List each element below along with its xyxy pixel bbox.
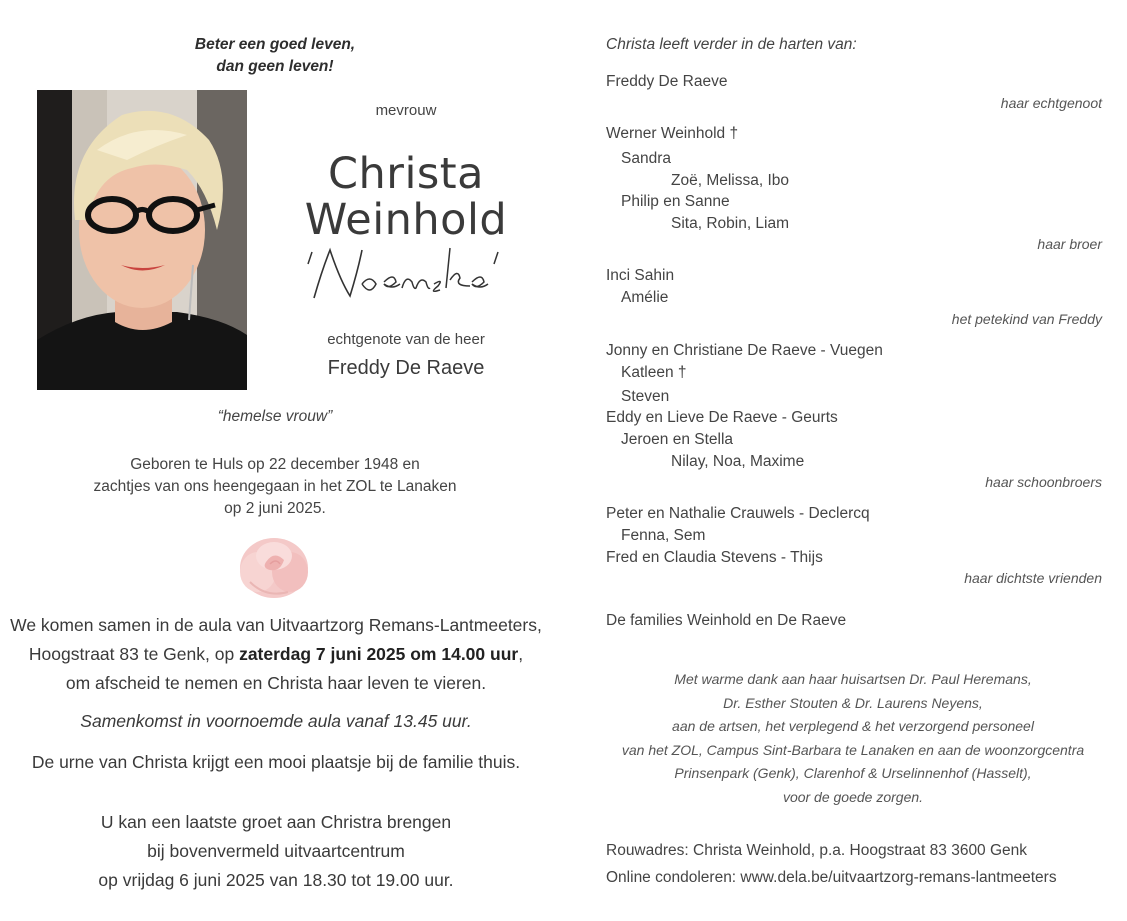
thanks-line: Dr. Esther Stouten & Dr. Laurens Neyens, [723,694,983,711]
spouse-name: Freddy De Raeve [327,357,485,379]
mourner-name: Sandra [621,150,671,167]
birth-line: op 2 juni 2025. [224,500,326,517]
birth-line: Geboren te Huls op 22 december 1948 en [130,456,420,473]
ceremony-punct: , [518,644,524,664]
thanks-line: van het ZOL, Campus Sint-Barbara te Lanaken en aan de woonzorgcentra [621,741,1085,758]
mourner-name: Zoë, Melissa, Ibo [671,172,790,189]
nickname-script [300,240,512,304]
motto-line: dan geen leven! [216,58,334,75]
mourning-address: Rouwadres: Christa Weinhold, p.a. Hoogstraat 83 3600 Genk [606,842,1028,859]
motto-line: Beter een goed leven, [194,36,356,53]
mourner-name: Nilay, Noa, Maxime [671,453,805,470]
thanks-line: Prinsenpark (Genk), Clarenhof & Urselinnenhof (Hasselt), [674,765,1032,781]
ceremony-datetime: zaterdag 7 juni 2025 om 14.00 uur [239,644,519,664]
thanks-line: Met warme dank aan haar huisartsen Dr. Paul Heremans, [674,671,1032,687]
mourner-name: Werner Weinhold † [606,125,739,142]
visitation-line: op vrijdag 6 juni 2025 van 18.30 tot 19.00 uur. [98,870,454,890]
visitation-line: bij bovenvermeld uitvaartcentrum [147,841,405,861]
salutation: mevrouw [375,102,437,119]
first-name: Christa [327,149,484,199]
ceremony-text [0,611,552,698]
rose-icon [236,532,312,602]
mourner-name: Inci Sahin [606,267,675,284]
mourner-name: Philip en Sanne [621,193,730,210]
relation-label: het petekind van Freddy [951,311,1102,327]
mourner-name: Jonny en Christiane De Raeve - Vuegen [606,342,883,359]
thanks-line: aan de artsen, het verplegend & het verzorgend personeel [672,718,1034,734]
portrait-photo [37,90,247,390]
mourner-name: Jeroen en Stella [621,431,734,448]
visitation-line: U kan een laatste groet aan Christra brengen [100,812,452,832]
birth-line: zachtjes van ons heengegaan in het ZOL te Lanaken [93,478,457,495]
relation-label: haar dichtste vrienden [964,570,1102,586]
mourner-name: Katleen † [621,364,687,381]
mourner-name: Fenna, Sem [621,527,706,544]
motto [150,34,400,78]
birth-death-text [60,454,490,520]
thanks-line: voor de goede zorgen. [782,788,924,805]
mourner-name: Steven [621,388,670,405]
mourner-name: Sita, Robin, Liam [671,215,790,232]
last-name: Weinhold [304,195,508,245]
ceremony-location: Hoogstraat 83 te Genk, op [28,644,240,664]
mourner-name: Eddy en Lieve De Raeve - Geurts [606,409,838,426]
relation-label: haar echtgenoot [1000,95,1102,111]
reunion-text: Samenkomst in voornoemde aula vanaf 13.45 uur. [80,711,472,731]
relation-label: haar schoonbroers [985,474,1102,490]
mourner-name: Peter en Nathalie Crauwels - Declercq [606,505,870,522]
quote: “hemelse vrouw” [217,408,333,425]
urn-text: De urne van Christa krijgt een mooi plaatsje bij de familie thuis. [31,752,521,772]
relation-label: haar broer [1037,236,1102,252]
mourner-name: Fred en Claudia Stevens - Thijs [606,549,823,566]
online-condolence-link[interactable]: Online condoleren: www.dela.be/uitvaartzorg-remans-lantmeeters [606,869,1057,886]
mourner-name: Freddy De Raeve [606,73,728,90]
families-line: De families Weinhold en De Raeve [606,612,847,629]
ceremony-line: om afscheid te nemen en Christa haar leven te vieren. [65,673,487,693]
visitation-text [0,808,552,895]
ceremony-line [0,640,552,669]
thanks-text [590,668,1116,809]
mourners-intro: Christa leeft verder in de harten van: [606,36,857,53]
ceremony-line: We komen samen in de aula van Uitvaartzorg Remans-Lantmeeters, [10,615,542,635]
mourner-name: Amélie [621,289,669,306]
spouse-label: echtgenote van de heer [327,331,485,348]
